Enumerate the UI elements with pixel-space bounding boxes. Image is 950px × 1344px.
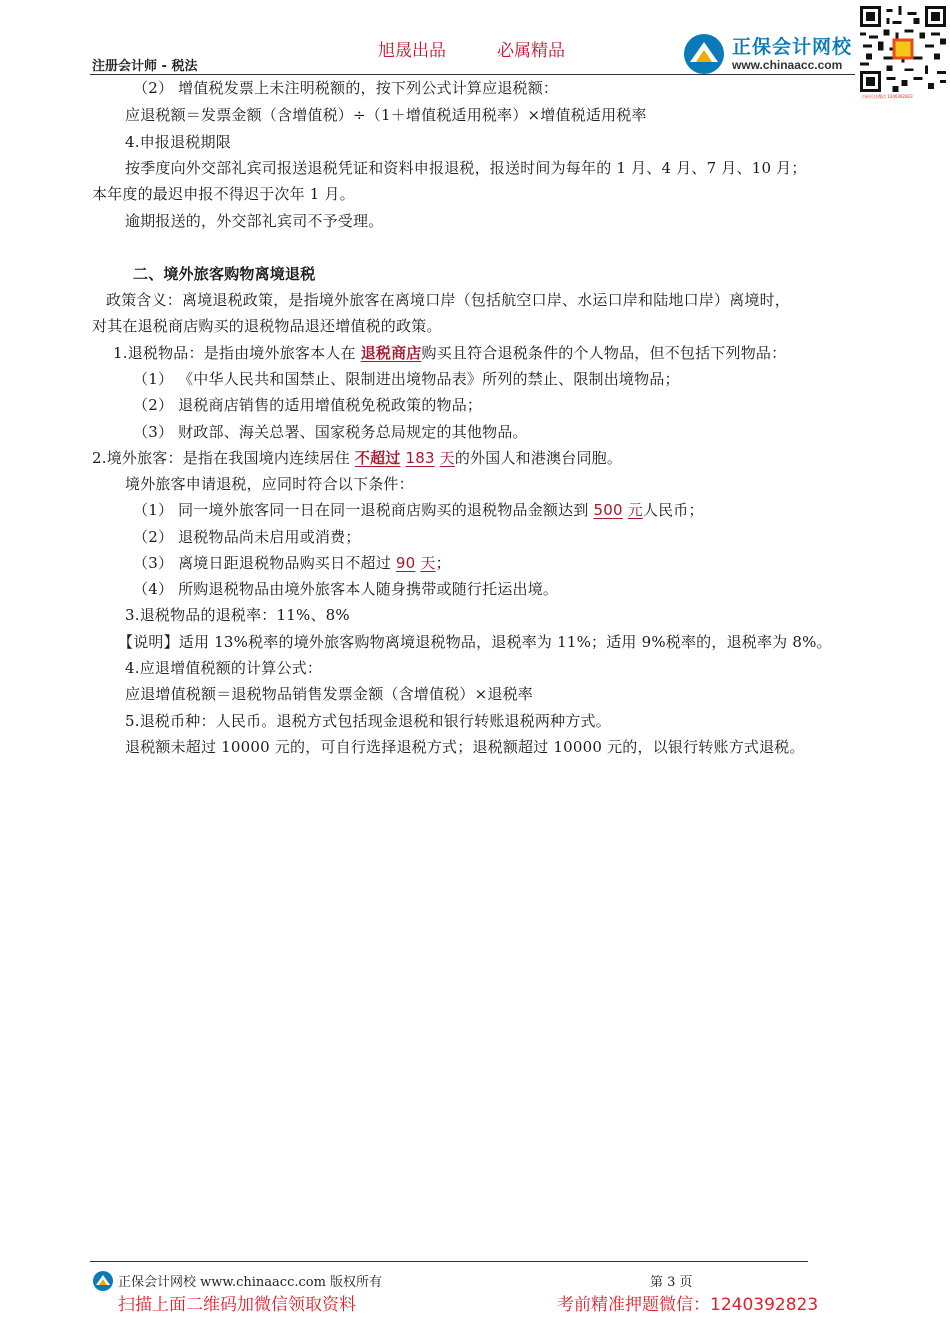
header-divider [90,74,855,75]
text-segment: 的外国人和港澳台同胞。 [454,449,623,467]
highlight-term: 不超过 [354,449,401,467]
list-item [133,553,451,573]
highlight-term: 天 [439,449,455,467]
text-line: 境外旅客申请退税，应同时符合以下条件： [125,475,414,493]
text-line [92,448,622,468]
header-slogan-right: 必属精品 [497,41,565,61]
section-title: 二、境外旅客购物离境退税 [133,265,316,283]
list-item: （2） 退税商店销售的适用增值税免税政策的物品； [133,396,483,414]
logo-url: www.chinaacc.com [732,58,843,72]
text-segment: （1） 同一境外旅客同一日在同一退税商店购买的退税物品金额达到 [133,501,594,519]
highlight-term: 183 [405,449,435,467]
text-line [113,343,786,363]
page-number: 第 3 页 [650,1275,693,1290]
text-segment: （3） 离境日距退税物品购买日不超过 [133,554,396,572]
list-item: （3） 财政部、海关总署、国家税务总局规定的其他物品。 [133,423,528,441]
subheading: 4.申报退税期限 [125,133,231,151]
text-line: 逾期报送的，外交部礼宾司不予受理。 [125,212,384,230]
footer-divider [90,1261,808,1262]
text-line: 对其在退税商店购买的退税物品退还增值税的政策。 [92,317,442,335]
text-line: 政策含义：离境退税政策，是指境外旅客在离境口岸（包括航空口岸、水运口岸和陆地口岸）离境时， [106,291,791,309]
list-item: （1） 《中华人民共和国禁止、限制进出境物品表》所列的禁止、限制出境物品； [133,370,680,388]
qr-note: 扫码关注微信 1240392823 [862,94,913,99]
formula-line: 应退税额＝发票金额（含增值税）÷（1＋增值税适用税率）×增值税适用税率 [125,106,647,124]
text-line: 退税额未超过 10000 元的，可自行选择退税方式；退税额超过 10000 元的，以银行转账方式退税。 [125,738,805,756]
qr-code-icon [860,6,946,92]
footer-promo-right: 考前精准押题微信：1240392823 [557,1295,819,1315]
header-subject: 注册会计师 - 税法 [92,59,198,74]
text-segment: 购买且符合退税条件的个人物品，但不包括下列物品： [421,344,787,362]
subheading: 4.应退增值税额的计算公式： [125,659,323,677]
list-item: （4） 所购退税物品由境外旅客本人随身携带或随行托运出境。 [133,580,559,598]
chinaacc-logo-icon [680,32,728,76]
text-segment: 2.境外旅客：是指在我国境内连续居住 [92,449,355,467]
text-line: （2） 增值税发票上未注明税额的，按下列公式计算应退税额： [133,79,559,97]
text-segment: 人民币； [642,501,704,519]
text-line: 按季度向外交部礼宾司报送退税凭证和资料申报退税，报送时间为每年的 1 月、4 月、7 月、10 月； [125,159,807,177]
formula-line: 应退增值税额＝退税物品销售发票金额（含增值税）×退税率 [125,685,533,703]
list-item: （2） 退税物品尚未启用或消费； [133,528,361,546]
subheading: 5.退税币种：人民币。退税方式包括现金退税和银行转账退税两种方式。 [125,712,611,730]
highlight-term: 退税商店 [360,344,422,362]
highlight-term: 90 [395,554,416,572]
footer-logo-icon [92,1270,114,1292]
text-segment: 1.退税物品：是指由境外旅客本人在 [113,344,361,362]
text-line: 本年度的最迟申报不得迟于次年 1 月。 [92,185,355,203]
list-item [133,500,704,520]
highlight-term: 天 [420,554,436,572]
footer-promo-left: 扫描上面二维码加微信领取资料 [118,1295,356,1315]
logo-name: 正保会计网校 [732,36,853,58]
highlight-term: 500 [593,501,623,519]
subheading: 3.退税物品的退税率：11%、8% [125,606,350,624]
note-line: 【说明】适用 13%税率的境外旅客购物离境退税物品，退税率为 11%；适用 9%税率的，退税率为 8%。 [118,633,832,651]
highlight-term: 元 [627,501,643,519]
header-slogan-left: 旭晟出品 [378,41,446,61]
footer-copyright: 正保会计网校 www.chinaacc.com 版权所有 [118,1275,383,1290]
text-segment: ； [435,554,451,572]
